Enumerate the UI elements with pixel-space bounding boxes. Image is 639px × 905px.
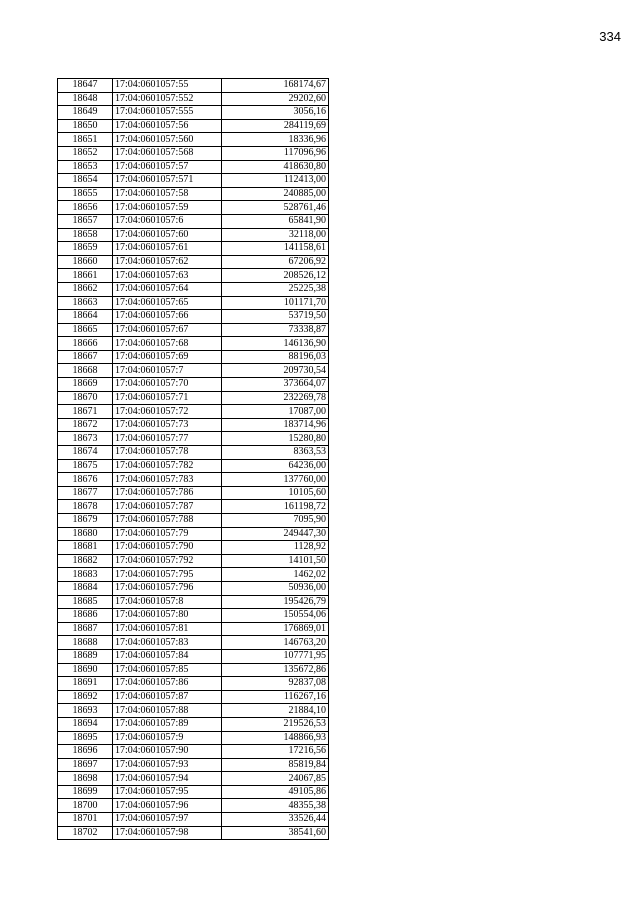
- cadastral-number-cell: 17:04:0601057:63: [113, 269, 222, 283]
- table-row: [58, 79, 329, 93]
- value-cell: 146136,90: [222, 337, 329, 351]
- row-number-cell: 18696: [58, 745, 113, 759]
- value-cell: 53719,50: [222, 310, 329, 324]
- cadastral-number-cell: 17:04:0601057:6: [113, 214, 222, 228]
- value-cell: 49105,86: [222, 785, 329, 799]
- table-row: [58, 418, 329, 432]
- row-number-cell: 18701: [58, 813, 113, 827]
- row-number-cell: 18687: [58, 622, 113, 636]
- data-table: [57, 78, 329, 840]
- value-cell: 117096,96: [222, 146, 329, 160]
- cadastral-number-cell: 17:04:0601057:782: [113, 459, 222, 473]
- value-cell: 150554,06: [222, 609, 329, 623]
- row-number-cell: 18651: [58, 133, 113, 147]
- page-number: 334: [599, 29, 621, 44]
- cadastral-number-cell: 17:04:0601057:72: [113, 405, 222, 419]
- cadastral-number-cell: 17:04:0601057:796: [113, 581, 222, 595]
- cadastral-number-cell: 17:04:0601057:62: [113, 255, 222, 269]
- value-cell: 146763,20: [222, 636, 329, 650]
- table-row: [58, 745, 329, 759]
- row-number-cell: 18694: [58, 717, 113, 731]
- cadastral-number-cell: 17:04:0601057:78: [113, 446, 222, 460]
- row-number-cell: 18685: [58, 595, 113, 609]
- table-row: [58, 214, 329, 228]
- cadastral-number-cell: 17:04:0601057:55: [113, 79, 222, 93]
- table-row: [58, 677, 329, 691]
- table-row: [58, 622, 329, 636]
- value-cell: 85819,84: [222, 758, 329, 772]
- value-cell: 208526,12: [222, 269, 329, 283]
- row-number-cell: 18654: [58, 174, 113, 188]
- cadastral-number-cell: 17:04:0601057:560: [113, 133, 222, 147]
- value-cell: 284119,69: [222, 119, 329, 133]
- value-cell: 50936,00: [222, 581, 329, 595]
- cadastral-number-cell: 17:04:0601057:786: [113, 486, 222, 500]
- table-row: [58, 201, 329, 215]
- table-row: [58, 133, 329, 147]
- cadastral-number-cell: 17:04:0601057:571: [113, 174, 222, 188]
- table-row: [58, 446, 329, 460]
- table-row: [58, 527, 329, 541]
- table-row: [58, 772, 329, 786]
- cadastral-number-cell: 17:04:0601057:93: [113, 758, 222, 772]
- cadastral-number-cell: 17:04:0601057:94: [113, 772, 222, 786]
- table-row: [58, 758, 329, 772]
- value-cell: 48355,38: [222, 799, 329, 813]
- cadastral-number-cell: 17:04:0601057:60: [113, 228, 222, 242]
- table-row: [58, 731, 329, 745]
- row-number-cell: 18669: [58, 378, 113, 392]
- row-number-cell: 18670: [58, 391, 113, 405]
- table-row: [58, 269, 329, 283]
- row-number-cell: 18663: [58, 296, 113, 310]
- table-row: [58, 146, 329, 160]
- row-number-cell: 18649: [58, 106, 113, 120]
- table-row: [58, 310, 329, 324]
- cadastral-number-cell: 17:04:0601057:89: [113, 717, 222, 731]
- row-number-cell: 18693: [58, 704, 113, 718]
- value-cell: 249447,30: [222, 527, 329, 541]
- cadastral-number-cell: 17:04:0601057:84: [113, 649, 222, 663]
- row-number-cell: 18652: [58, 146, 113, 160]
- value-cell: 14101,50: [222, 554, 329, 568]
- row-number-cell: 18674: [58, 446, 113, 460]
- row-number-cell: 18666: [58, 337, 113, 351]
- table-row: [58, 350, 329, 364]
- value-cell: 24067,85: [222, 772, 329, 786]
- cadastral-number-cell: 17:04:0601057:8: [113, 595, 222, 609]
- value-cell: 176869,01: [222, 622, 329, 636]
- table-body: [58, 79, 329, 840]
- cadastral-number-cell: 17:04:0601057:87: [113, 690, 222, 704]
- cadastral-number-cell: 17:04:0601057:70: [113, 378, 222, 392]
- table-row: [58, 690, 329, 704]
- row-number-cell: 18648: [58, 92, 113, 106]
- row-number-cell: 18688: [58, 636, 113, 650]
- value-cell: 232269,78: [222, 391, 329, 405]
- cadastral-number-cell: 17:04:0601057:787: [113, 500, 222, 514]
- table-row: [58, 459, 329, 473]
- cadastral-number-cell: 17:04:0601057:69: [113, 350, 222, 364]
- cadastral-number-cell: 17:04:0601057:7: [113, 364, 222, 378]
- value-cell: 67206,92: [222, 255, 329, 269]
- table-row: [58, 541, 329, 555]
- row-number-cell: 18657: [58, 214, 113, 228]
- table-row: [58, 609, 329, 623]
- value-cell: 183714,96: [222, 418, 329, 432]
- value-cell: 7095,90: [222, 514, 329, 528]
- row-number-cell: 18684: [58, 581, 113, 595]
- table-row: [58, 500, 329, 514]
- cadastral-number-cell: 17:04:0601057:568: [113, 146, 222, 160]
- table-row: [58, 473, 329, 487]
- table-row: [58, 514, 329, 528]
- cadastral-number-cell: 17:04:0601057:66: [113, 310, 222, 324]
- value-cell: 112413,00: [222, 174, 329, 188]
- row-number-cell: 18695: [58, 731, 113, 745]
- row-number-cell: 18680: [58, 527, 113, 541]
- cadastral-number-cell: 17:04:0601057:57: [113, 160, 222, 174]
- row-number-cell: 18700: [58, 799, 113, 813]
- value-cell: 1128,92: [222, 541, 329, 555]
- table-row: [58, 704, 329, 718]
- table-row: [58, 486, 329, 500]
- value-cell: 148866,93: [222, 731, 329, 745]
- value-cell: 116267,16: [222, 690, 329, 704]
- table-row: [58, 432, 329, 446]
- row-number-cell: 18697: [58, 758, 113, 772]
- cadastral-number-cell: 17:04:0601057:77: [113, 432, 222, 446]
- value-cell: 64236,00: [222, 459, 329, 473]
- value-cell: 209730,54: [222, 364, 329, 378]
- value-cell: 33526,44: [222, 813, 329, 827]
- cadastral-number-cell: 17:04:0601057:81: [113, 622, 222, 636]
- cadastral-number-cell: 17:04:0601057:555: [113, 106, 222, 120]
- value-cell: 107771,95: [222, 649, 329, 663]
- row-number-cell: 18691: [58, 677, 113, 691]
- table-row: [58, 378, 329, 392]
- row-number-cell: 18668: [58, 364, 113, 378]
- cadastral-number-cell: 17:04:0601057:552: [113, 92, 222, 106]
- value-cell: 219526,53: [222, 717, 329, 731]
- value-cell: 92837,08: [222, 677, 329, 691]
- row-number-cell: 18660: [58, 255, 113, 269]
- row-number-cell: 18665: [58, 323, 113, 337]
- cadastral-number-cell: 17:04:0601057:79: [113, 527, 222, 541]
- value-cell: 168174,67: [222, 79, 329, 93]
- table-row: [58, 636, 329, 650]
- table-row: [58, 160, 329, 174]
- row-number-cell: 18671: [58, 405, 113, 419]
- row-number-cell: 18659: [58, 242, 113, 256]
- row-number-cell: 18698: [58, 772, 113, 786]
- table-row: [58, 296, 329, 310]
- table-row: [58, 581, 329, 595]
- value-cell: 15280,80: [222, 432, 329, 446]
- table-row: [58, 364, 329, 378]
- row-number-cell: 18678: [58, 500, 113, 514]
- cadastral-number-cell: 17:04:0601057:783: [113, 473, 222, 487]
- row-number-cell: 18664: [58, 310, 113, 324]
- value-cell: 137760,00: [222, 473, 329, 487]
- row-number-cell: 18690: [58, 663, 113, 677]
- row-number-cell: 18682: [58, 554, 113, 568]
- value-cell: 240885,00: [222, 187, 329, 201]
- value-cell: 29202,60: [222, 92, 329, 106]
- row-number-cell: 18673: [58, 432, 113, 446]
- table-row: [58, 568, 329, 582]
- row-number-cell: 18656: [58, 201, 113, 215]
- table-row: [58, 799, 329, 813]
- value-cell: 25225,38: [222, 282, 329, 296]
- cadastral-number-cell: 17:04:0601057:58: [113, 187, 222, 201]
- value-cell: 161198,72: [222, 500, 329, 514]
- row-number-cell: 18676: [58, 473, 113, 487]
- cadastral-number-cell: 17:04:0601057:95: [113, 785, 222, 799]
- row-number-cell: 18675: [58, 459, 113, 473]
- table-row: [58, 649, 329, 663]
- value-cell: 8363,53: [222, 446, 329, 460]
- row-number-cell: 18686: [58, 609, 113, 623]
- row-number-cell: 18689: [58, 649, 113, 663]
- value-cell: 18336,96: [222, 133, 329, 147]
- cadastral-number-cell: 17:04:0601057:96: [113, 799, 222, 813]
- value-cell: 32118,00: [222, 228, 329, 242]
- row-number-cell: 18667: [58, 350, 113, 364]
- cadastral-number-cell: 17:04:0601057:67: [113, 323, 222, 337]
- table-row: [58, 187, 329, 201]
- row-number-cell: 18662: [58, 282, 113, 296]
- cadastral-number-cell: 17:04:0601057:9: [113, 731, 222, 745]
- row-number-cell: 18658: [58, 228, 113, 242]
- table-row: [58, 554, 329, 568]
- table-row: [58, 826, 329, 840]
- cadastral-number-cell: 17:04:0601057:86: [113, 677, 222, 691]
- cadastral-number-cell: 17:04:0601057:790: [113, 541, 222, 555]
- cadastral-number-cell: 17:04:0601057:85: [113, 663, 222, 677]
- table-row: [58, 323, 329, 337]
- table-row: [58, 391, 329, 405]
- row-number-cell: 18655: [58, 187, 113, 201]
- table-row: [58, 663, 329, 677]
- value-cell: 195426,79: [222, 595, 329, 609]
- cadastral-number-cell: 17:04:0601057:59: [113, 201, 222, 215]
- value-cell: 17216,56: [222, 745, 329, 759]
- cadastral-number-cell: 17:04:0601057:68: [113, 337, 222, 351]
- value-cell: 3056,16: [222, 106, 329, 120]
- row-number-cell: 18650: [58, 119, 113, 133]
- cadastral-number-cell: 17:04:0601057:64: [113, 282, 222, 296]
- value-cell: 101171,70: [222, 296, 329, 310]
- table-row: [58, 228, 329, 242]
- cadastral-number-cell: 17:04:0601057:788: [113, 514, 222, 528]
- cadastral-number-cell: 17:04:0601057:61: [113, 242, 222, 256]
- cadastral-number-cell: 17:04:0601057:56: [113, 119, 222, 133]
- value-cell: 73338,87: [222, 323, 329, 337]
- table-row: [58, 813, 329, 827]
- row-number-cell: 18702: [58, 826, 113, 840]
- cadastral-number-cell: 17:04:0601057:83: [113, 636, 222, 650]
- row-number-cell: 18681: [58, 541, 113, 555]
- cadastral-number-cell: 17:04:0601057:90: [113, 745, 222, 759]
- row-number-cell: 18672: [58, 418, 113, 432]
- value-cell: 38541,60: [222, 826, 329, 840]
- value-cell: 528761,46: [222, 201, 329, 215]
- table-row: [58, 405, 329, 419]
- cadastral-number-cell: 17:04:0601057:80: [113, 609, 222, 623]
- table-row: [58, 717, 329, 731]
- row-number-cell: 18653: [58, 160, 113, 174]
- row-number-cell: 18661: [58, 269, 113, 283]
- value-cell: 65841,90: [222, 214, 329, 228]
- table-row: [58, 595, 329, 609]
- cadastral-number-cell: 17:04:0601057:795: [113, 568, 222, 582]
- table-row: [58, 337, 329, 351]
- row-number-cell: 18683: [58, 568, 113, 582]
- table-row: [58, 242, 329, 256]
- table-row: [58, 92, 329, 106]
- row-number-cell: 18677: [58, 486, 113, 500]
- table-row: [58, 106, 329, 120]
- cadastral-number-cell: 17:04:0601057:792: [113, 554, 222, 568]
- row-number-cell: 18679: [58, 514, 113, 528]
- cadastral-number-cell: 17:04:0601057:88: [113, 704, 222, 718]
- cadastral-number-cell: 17:04:0601057:97: [113, 813, 222, 827]
- value-cell: 418630,80: [222, 160, 329, 174]
- row-number-cell: 18647: [58, 79, 113, 93]
- value-cell: 1462,02: [222, 568, 329, 582]
- value-cell: 88196,03: [222, 350, 329, 364]
- table-row: [58, 282, 329, 296]
- table-row: [58, 785, 329, 799]
- value-cell: 10105,60: [222, 486, 329, 500]
- cadastral-number-cell: 17:04:0601057:98: [113, 826, 222, 840]
- value-cell: 21884,10: [222, 704, 329, 718]
- table-row: [58, 255, 329, 269]
- cadastral-number-cell: 17:04:0601057:65: [113, 296, 222, 310]
- value-cell: 373664,07: [222, 378, 329, 392]
- cadastral-number-cell: 17:04:0601057:71: [113, 391, 222, 405]
- value-cell: 135672,86: [222, 663, 329, 677]
- table-row: [58, 119, 329, 133]
- row-number-cell: 18699: [58, 785, 113, 799]
- cadastral-number-cell: 17:04:0601057:73: [113, 418, 222, 432]
- value-cell: 141158,61: [222, 242, 329, 256]
- row-number-cell: 18692: [58, 690, 113, 704]
- table-row: [58, 174, 329, 188]
- value-cell: 17087,00: [222, 405, 329, 419]
